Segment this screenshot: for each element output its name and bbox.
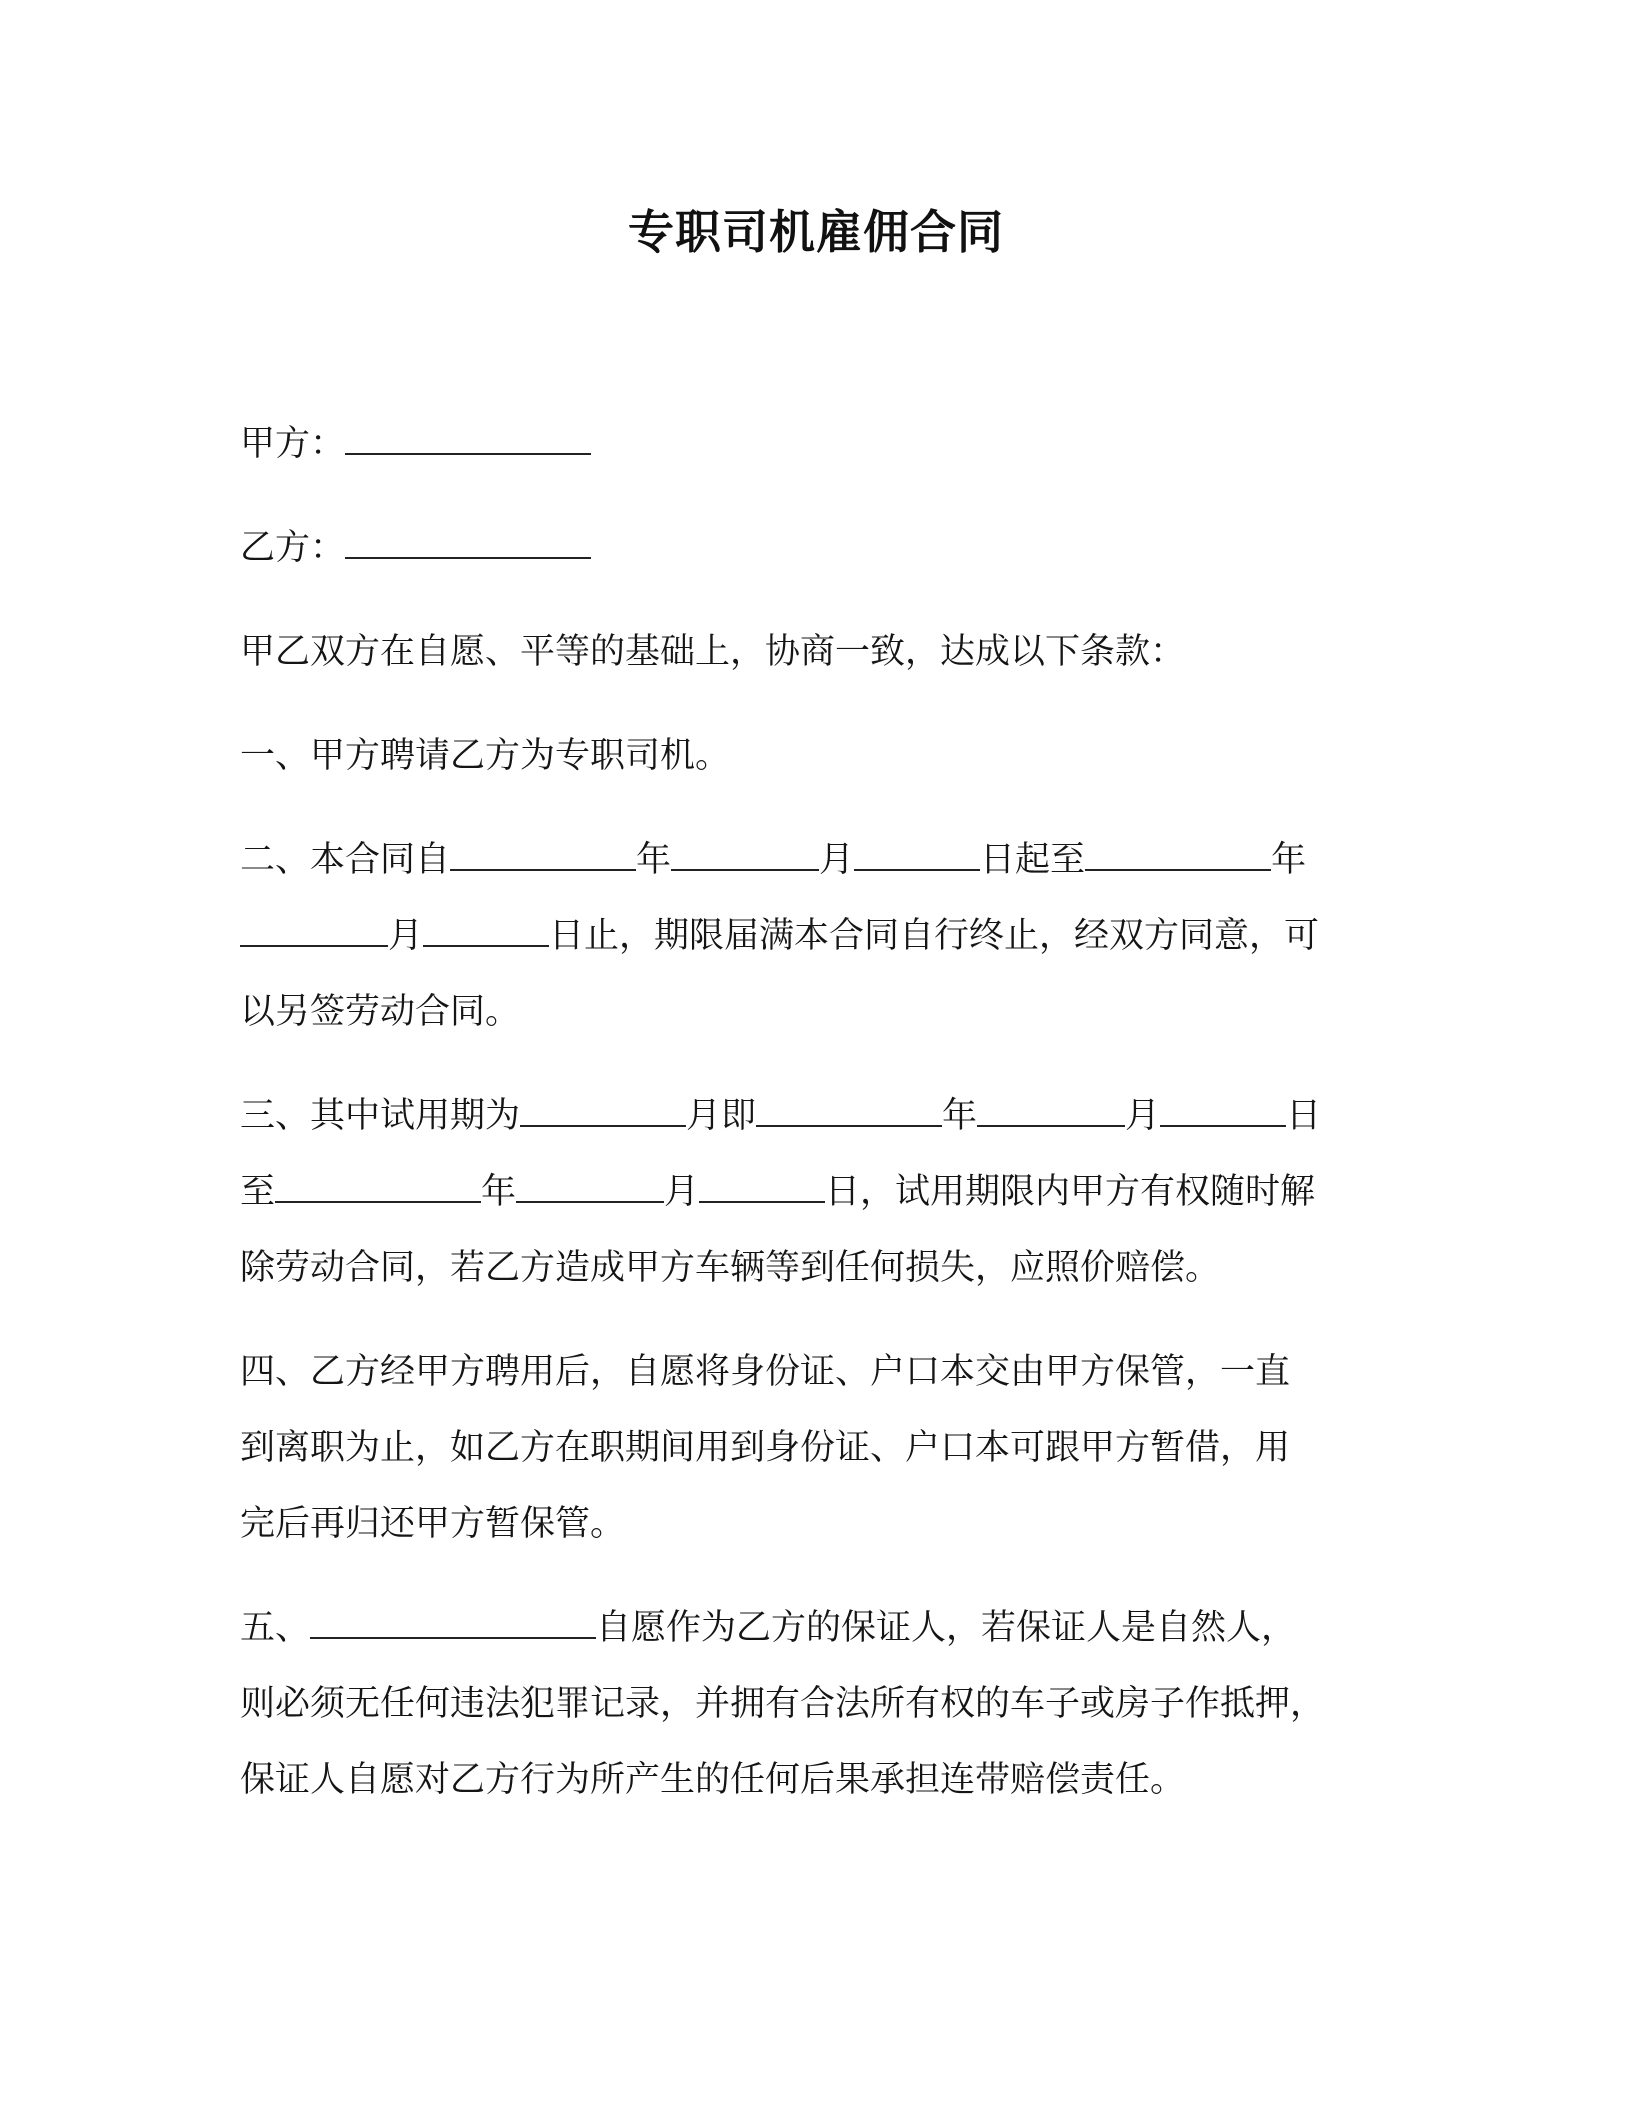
probation-start-month-blank: [977, 1095, 1125, 1127]
clause-2-text: 年: [636, 840, 672, 880]
clause-5-line-2: 则必须无任何违法犯罪记录，并拥有合法所有权的车子或房子作抵押，: [240, 1684, 1326, 1724]
clause-3-text: 三、其中试用期为: [240, 1096, 521, 1136]
party-b-blank: [345, 527, 591, 559]
clause-3-text: 至: [240, 1172, 276, 1212]
clause-3-line-2: [240, 1170, 1315, 1214]
party-a-line: [240, 422, 591, 466]
probation-start-day-blank: [1160, 1095, 1286, 1127]
document-title: 专职司机雇佣合同: [628, 205, 1004, 259]
clause-2-line-1: [240, 838, 1306, 882]
guarantor-blank: [310, 1607, 596, 1639]
clause-2-text: 月: [819, 840, 855, 880]
clause-2-text: 日止，期限届满本合同自行终止，经双方同意，可: [549, 916, 1320, 956]
clause-5-text: 自愿作为乙方的保证人，若保证人是自然人，: [596, 1608, 1297, 1648]
clause-5-line-3: 保证人自愿对乙方行为所产生的任何后果承担连带赔偿责任。: [240, 1760, 1186, 1800]
clause-3-line-1: [240, 1094, 1321, 1138]
probation-start-year-blank: [756, 1095, 942, 1127]
party-b-line: [240, 526, 591, 570]
probation-end-day-blank: [699, 1171, 825, 1203]
clause-3-text: 月: [1125, 1096, 1161, 1136]
start-day-blank: [854, 839, 980, 871]
probation-end-year-blank: [275, 1171, 481, 1203]
clause-3-text: 月即: [686, 1096, 757, 1136]
clause-1: 一、甲方聘请乙方为专职司机。: [240, 736, 731, 776]
start-year-blank: [450, 839, 636, 871]
clause-3-text: 日: [1286, 1096, 1322, 1136]
clause-5-text: 五、: [240, 1608, 311, 1648]
end-year-blank: [1085, 839, 1271, 871]
probation-months-blank: [520, 1095, 686, 1127]
clause-2-line-2: [240, 914, 1319, 958]
clause-4-line-1: 四、乙方经甲方聘用后，自愿将身份证、户口本交由甲方保管，一直: [240, 1352, 1291, 1392]
start-month-blank: [671, 839, 819, 871]
end-day-blank: [423, 915, 549, 947]
end-month-blank: [240, 915, 388, 947]
clause-3-text: 月: [664, 1172, 700, 1212]
clause-3-text: 年: [481, 1172, 517, 1212]
clause-3-text: 日，试用期限内甲方有权随时解: [825, 1172, 1316, 1212]
clause-2-text: 日起至: [980, 840, 1086, 880]
clause-3-line-3: 除劳动合同，若乙方造成甲方车辆等到任何损失，应照价赔偿。: [240, 1248, 1221, 1288]
clause-3-text: 年: [942, 1096, 978, 1136]
clause-4-line-3: 完后再归还甲方暂保管。: [240, 1504, 626, 1544]
clause-2-line-3: 以另签劳动合同。: [240, 992, 521, 1032]
preamble: 甲乙双方在自愿、平等的基础上，协商一致，达成以下条款：: [240, 632, 1186, 672]
clause-2-text: 二、本合同自: [240, 840, 451, 880]
clause-2-text: 年: [1271, 840, 1307, 880]
party-b-label: 乙方：: [240, 528, 346, 568]
clause-4-line-2: 到离职为止，如乙方在职期间用到身份证、户口本可跟甲方暂借，用: [240, 1428, 1291, 1468]
party-a-blank: [345, 423, 591, 455]
party-a-label: 甲方：: [240, 424, 346, 464]
clause-5-line-1: [240, 1606, 1296, 1650]
probation-end-month-blank: [516, 1171, 664, 1203]
clause-2-text: 月: [388, 916, 424, 956]
